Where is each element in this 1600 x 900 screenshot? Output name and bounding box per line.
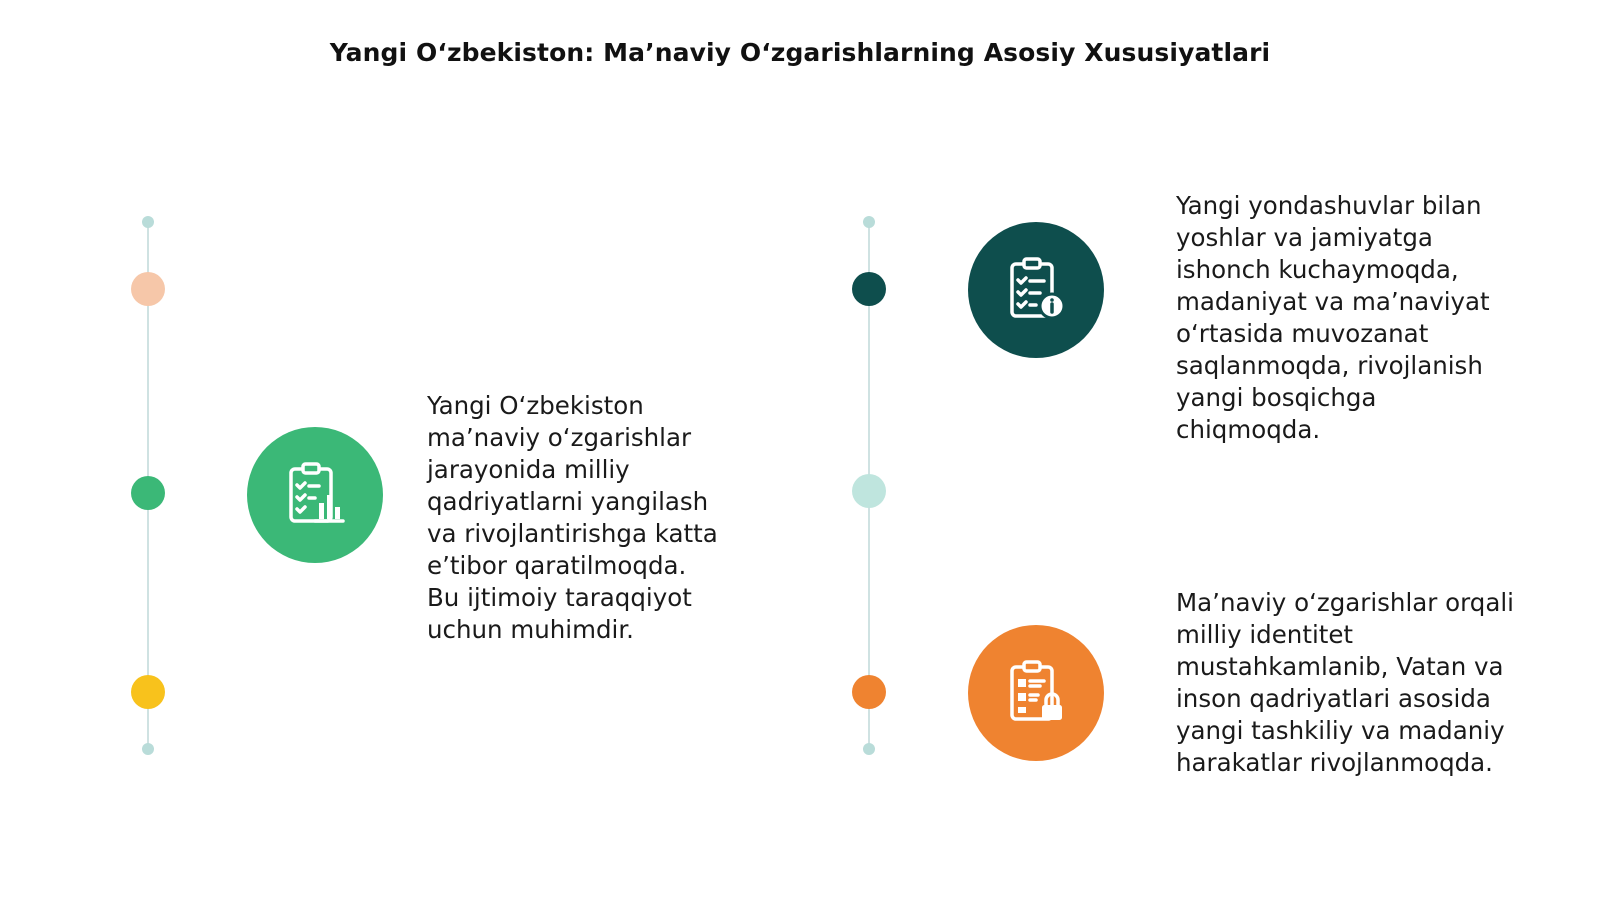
left-node-green — [131, 476, 165, 510]
clipboard-info-icon — [1000, 254, 1072, 326]
item-2-text: Yangi yondashuvlar bilan yoshlar va jamiyatga ishonch kuchaymoqda, madaniyat va ma’naviyat o‘rtasida muvozanat saqlanmoqda, rivojlanish yangi bosqichga chiqmoqda. — [1176, 191, 1490, 444]
right-node-mint — [852, 474, 886, 508]
item-3-text: Ma’naviy o‘zgarishlar orqali milliy identitet mustahkamlanib, Vatan va inson qadriyatlari asosida yangi tashkiliy va madaniy harakatlar rivojlanmoqda. — [1176, 588, 1514, 777]
item-2-badge — [968, 222, 1104, 358]
left-node-yellow — [131, 675, 165, 709]
right-node-orange — [852, 675, 886, 709]
clipboard-lock-icon — [1000, 657, 1072, 729]
item-1-text: Yangi O‘zbekiston ma’naviy o‘zgarishlar jarayonida milliy qadriyatlarni yangilash va rivojlantirishga katta e’tibor qaratilmoqda. Bu ijtimoiy taraqqiyot uchun muhimdir. — [427, 391, 718, 644]
right-node-dark-teal — [852, 272, 886, 306]
left-node-peach — [131, 272, 165, 306]
page-title: Yangi O‘zbekiston: Ma’naviy O‘zgarishlarning Asosiy Xususiyatlari — [329, 38, 1271, 67]
left-timeline-top-end — [142, 216, 154, 228]
left-timeline-bottom-end — [142, 743, 154, 755]
item-1-badge — [247, 427, 383, 563]
item-3-badge — [968, 625, 1104, 761]
clipboard-chart-icon — [279, 459, 351, 531]
right-timeline-top-end — [863, 216, 875, 228]
right-timeline-bottom-end — [863, 743, 875, 755]
